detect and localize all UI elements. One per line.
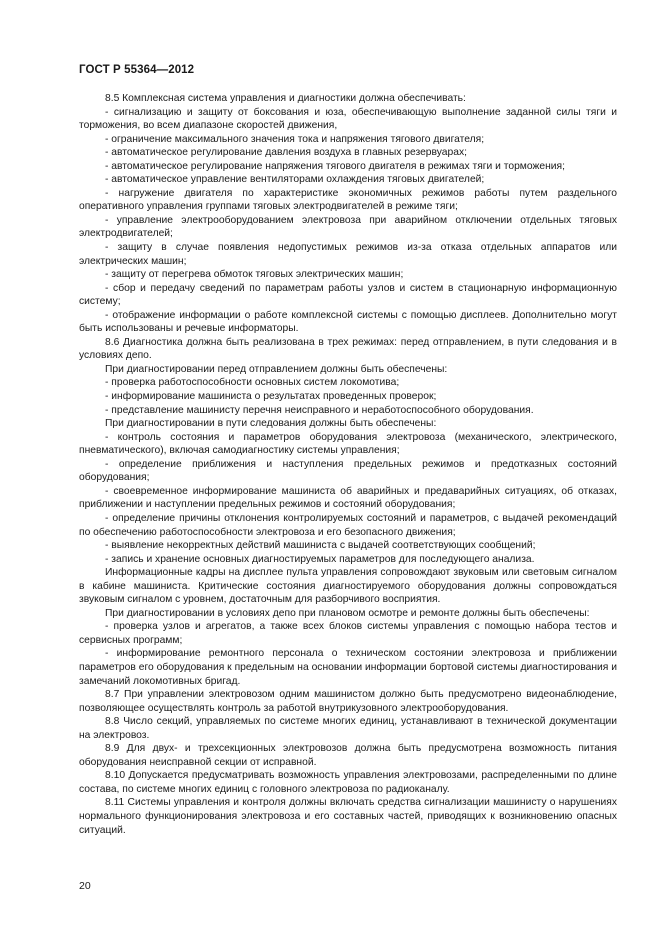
paragraph: - отображение информации о работе комплексной системы с помощью дисплеев. Дополнительно могут быть использованы и речевые информаторы. xyxy=(79,309,617,335)
paragraph: 8.10 Допускается предусматривать возможность управления электровозами, распределенными по длине состава, по системе многих единиц с головного электровоза по радиоканалу. xyxy=(79,770,617,795)
paragraph: - выявление некорректных действий машиниста с выдачей соответствующих сообщений; xyxy=(105,540,536,552)
paragraph: - проверка узлов и агрегатов, а также всех блоков системы управления с помощью набора тестов и сервисных программ; xyxy=(79,621,617,646)
paragraph: - проверка работоспособности основных систем локомотива; xyxy=(105,377,400,389)
paragraph: - своевременное информирование машиниста об аварийных и предаварийных ситуациях, об отказах, приближении и наступлении предельных режимов и состояний оборудования; xyxy=(79,485,617,511)
document-header: ГОСТ Р 55364—2012 xyxy=(79,64,195,76)
paragraph: - ограничение максимального значения тока и напряжения тягового двигателя; xyxy=(105,133,485,145)
paragraph: - управление электрооборудованием электровоза при аварийном отключении отдельных тяговых электродвигателей; xyxy=(79,214,617,240)
paragraph: - информирование машиниста о результатах проведенных проверок; xyxy=(105,391,437,403)
paragraph: - автоматическое управление вентиляторами охлаждения тяговых двигателей; xyxy=(105,174,485,186)
paragraph: - контроль состояния и параметров оборудования электровоза (механического, электрического, пневматического), включая самодиагностику системы управления; xyxy=(79,431,617,457)
paragraph: - определение приближения и наступления предельных режимов и предотказных состояний оборудования; xyxy=(79,458,617,484)
paragraph: - защиту от перегрева обмоток тяговых электрических машин; xyxy=(105,269,404,281)
paragraph: 8.7 При управлении электровозом одним машинистом должно быть предусмотрено видеонаблюдение, позволяющее осуществлять контроль за работой внутрикузовного электрооборудования. xyxy=(79,689,617,714)
paragraph: - защиту в случае появления недопустимых режимов из-за отказа отдельных аппаратов или электрических машин; xyxy=(79,242,617,267)
paragraph: - представление машинисту перечня неисправного и неработоспособного оборудования. xyxy=(105,404,534,416)
paragraph: 8.5 Комплексная система управления и диагностики должна обеспечивать: xyxy=(105,93,466,104)
paragraph: 8.8 Число секций, управляемых по системе многих единиц, устанавливают в технической документации на электровоз. xyxy=(79,716,617,741)
paragraph: - сигнализацию и защиту от боксования и юза, обеспечивающую выполнение заданной силы тяги и торможения, во всем диапазоне скоростей движения, xyxy=(79,106,617,132)
paragraph: При диагностировании перед отправлением должны быть обеспечены: xyxy=(105,363,448,375)
paragraph: Информационные кадры на дисплее пульта управления сопровождают звуковым или световым сигналом в кабине машиниста. Критические состояния диагностируемого оборудования должны сопровождаться звуковым сигналом с уровнем, достаточным для разборчивого восприятия. xyxy=(79,567,617,606)
paragraph: 8.11 Системы управления и контроля должны включать средства сигнализации машинисту о нарушениях нормального функционирования электровоза и его составных частей, приводящих к возникновению опасных ситуаций. xyxy=(79,797,617,836)
paragraph: При диагностировании в условиях депо при плановом осмотре и ремонте должны быть обеспечены: xyxy=(105,607,590,619)
paragraph: 8.9 Для двух- и трехсекционных электровозов должна быть предусмотрена возможность питания оборудования неисправной секции от исправной. xyxy=(79,743,617,768)
paragraph: При диагностировании в пути следования должны быть обеспечены: xyxy=(105,418,437,430)
paragraph: - определение причины отклонения контролируемых состояний и параметров, с выдачей рекомендаций по обеспечению работоспособности электровоза и его безопасного движения; xyxy=(79,512,617,538)
paragraph: - информирование ремонтного персонала о техническом состоянии электровоза и приближении параметров его оборудования к предельным на основании информации бортовой системы диагностирования и замечаний локомотивных бригад. xyxy=(79,648,617,687)
paragraph: - автоматическое регулирование напряжения тягового двигателя в режимах тяги и торможения; xyxy=(105,160,565,172)
paragraph: 8.6 Диагностика должна быть реализована в трех режимах: перед отправлением, в пути следования и в условиях депо. xyxy=(79,336,617,362)
paragraph: - запись и хранение основных диагностируемых параметров для последующего анализа. xyxy=(105,553,535,565)
document-body xyxy=(79,92,617,837)
page-number: 20 xyxy=(79,880,91,892)
paragraph: - нагружение двигателя по характеристике экономичных режимов работы путем раздельного оперативного управления группами тяговых электродвигателей в режиме тяги; xyxy=(79,187,617,213)
paragraph: - автоматическое регулирование давления воздуха в главных резервуарах; xyxy=(105,147,467,159)
paragraph: - сбор и передачу сведений по параметрам работы узлов и систем в стационарную информационную систему; xyxy=(79,282,617,308)
